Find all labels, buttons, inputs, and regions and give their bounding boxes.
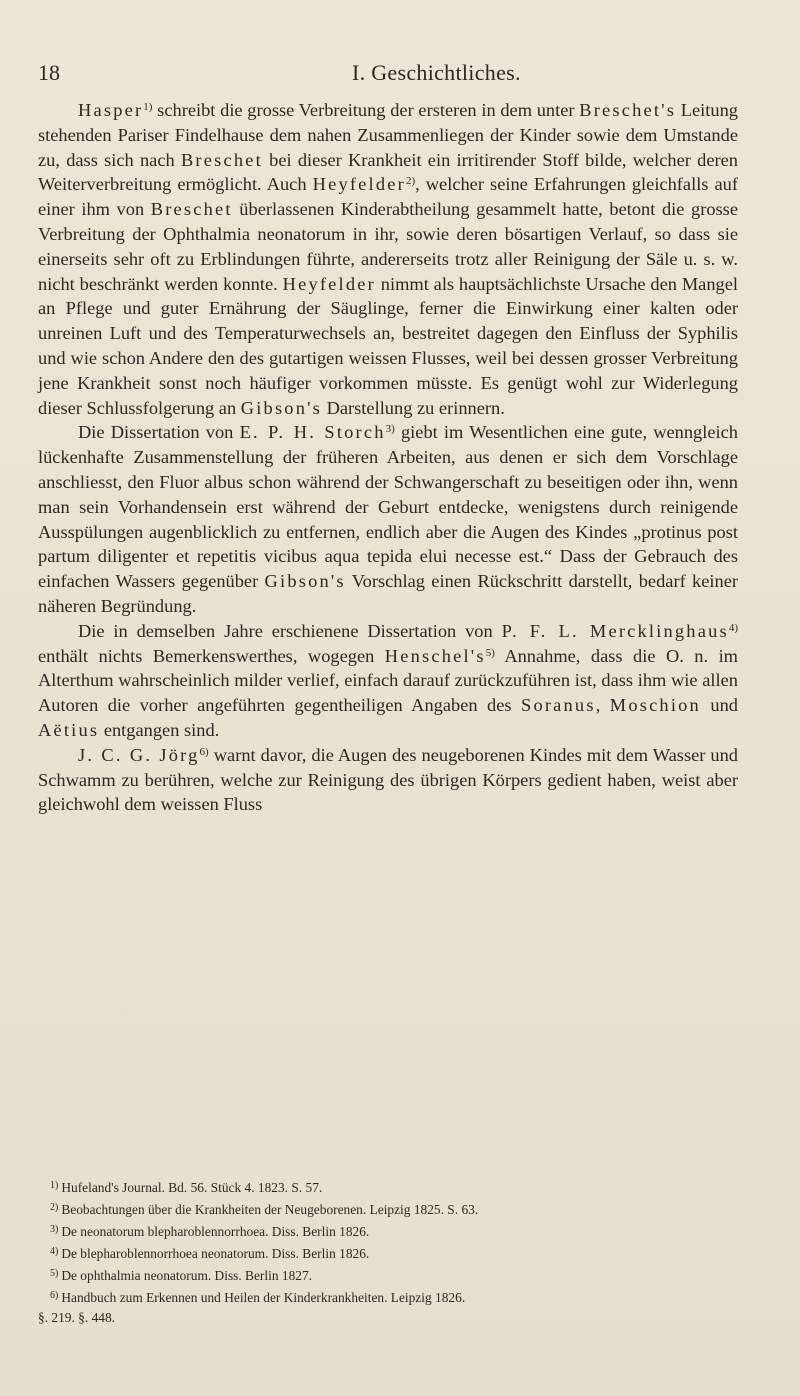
footnote (38, 1286, 738, 1308)
footnote-text: Handbuch zum Erkennen und Heilen der Kinderkrankheiten. Leipzig 1826. (61, 1290, 466, 1305)
footnote-text: De ophthalmia neonatorum. Diss. Berlin 1827. (61, 1268, 313, 1283)
author-name: Breschet (180, 149, 263, 170)
footnote-mark: 4) (50, 1246, 59, 1257)
footnote-mark: 6) (50, 1290, 59, 1301)
footnote-text: Hufeland's Journal. Bd. 56. Stück 4. 1823. S. 57. (61, 1180, 323, 1195)
paragraph-text: enthält nichts Bemerkenswerthes, wogegen (38, 645, 385, 666)
chapter-title: I. Geschichtliches. (352, 60, 521, 85)
running-head (38, 60, 736, 90)
body-text (38, 98, 738, 817)
footnote-mark: 3) (50, 1224, 59, 1235)
footnote-mark: 5) (50, 1268, 59, 1279)
paragraph-text: , welcher seine Erfahrungen gleichfalls auf einer ihm von (38, 174, 739, 220)
footnote-ref: 6) (199, 745, 209, 758)
footnote (38, 1242, 738, 1264)
author-name: J. C. G. Jörg (78, 744, 200, 765)
footnote-text: De neonatorum blepharoblennorrhoea. Diss. Berlin 1826. (61, 1224, 370, 1239)
author-name: Heyfelder (312, 174, 406, 195)
footnote (38, 1220, 738, 1242)
paragraph-text: überlassenen Kinderabtheilung gesammelt hatte, betont die grosse Verbreitung der Ophthalmia neonatorum in ihr, sowie deren bösartigen Verlauf, so dass sie einerseits sehr oft zu Erblindungen führte, andererseits trotz aller Reinigung der Säle u. s. w. nicht beschränkt werden konnte. (38, 199, 738, 294)
paragraph-text: Leitung stehenden Pariser Findelhause dem nahen Zusammenliegen der Kinder sowie dem Umstande zu, dass sich nach (38, 100, 738, 170)
paragraph-joerg (38, 743, 738, 817)
footnote (38, 1198, 738, 1220)
paragraph-text: bei dieser Krankheit ein irritirender Stoff bilde, welcher deren Weiterverbreitung ermöglicht. Auch (38, 149, 738, 195)
footnote-ref: 2) (405, 175, 416, 188)
paragraph-mercklinghaus (38, 619, 738, 743)
paragraph-storch (38, 420, 738, 618)
footnote-continuation: §. 219. §. 448. (38, 1310, 115, 1325)
paragraph-text: Vorschlag einen Rückschritt darstellt, bedarf keiner näheren Begründung. (38, 571, 738, 616)
author-name: Breschet's (579, 100, 677, 120)
paragraph-text: giebt im Wesentlichen eine gute, wenngleich lückenhafte Zusammenstellung der früheren Arbeiten, aus denen er sich dem Vorschlage anschliesst, den Fluor albus schon während der Schwangerschaft zu beseitigen oder ihn, wenn man sein Vorhandensein erst während der Geburt entdecke, wenigstens durch reinigende Ausspülungen augenblicklich zu entfernen, endlich aber die Augen des Kindes „protinus post partum diligenter et repetitis vicibus aqua tepida elui necesse est.“ Dass der Gebrauch des einfachen Wassers gegenüber (38, 422, 738, 592)
footnote-ref: 1) (143, 101, 153, 113)
author-name: Gibson's (264, 571, 346, 592)
author-name: P. F. L. Mercklinghaus (501, 620, 729, 641)
footnote-mark: 2) (50, 1202, 59, 1213)
footnote-text: De blepharoblennorrhoea neonatorum. Diss. Berlin 1826. (61, 1246, 370, 1261)
footnote (38, 1264, 738, 1286)
paragraph-text: Die Dissertation von (78, 422, 240, 443)
footnote-ref: 5) (485, 646, 495, 659)
paragraph-text: warnt davor, die Augen des neugeborenen Kindes mit dem Wasser und Schwamm zu berühren, welche zur Reinigung des übrigen Körpers gedient haben, weist aber gleichwohl dem weissen Fluss (38, 744, 739, 815)
paragraph-hasper (38, 98, 738, 420)
footnotes (38, 1176, 738, 1328)
paragraph-text: nimmt als hauptsächlichste Ursache den Mangel an Pflege und guter Ernährung der Säuglinge, ferner die Einwirkung einer kalten oder unreinen Luft und des Temperaturwechsels an, bestreitet dagegen den Einfluss der Syphilis und wie schon Andere den des gutartigen weissen Flusses, weil bei dessen grosser Verbreitung jene Krankheit sonst noch häufiger vorkommen müsste. Es genügt wohl zur Widerlegung dieser Schlussfolgerung an (38, 273, 738, 418)
paragraph-text: Die in demselben Jahre erschienene Dissertation von (78, 620, 502, 641)
footnote (38, 1176, 738, 1198)
author-name: Aëtius (38, 719, 100, 740)
author-name: E. P. H. Storch (239, 422, 386, 443)
author-name: Breschet (150, 199, 233, 220)
footnote-ref: 4) (728, 621, 738, 634)
author-name: Henschel's (384, 645, 486, 666)
paragraph-text: Annahme, dass die O. n. im Alterthum wahrscheinlich milder verlief, einfach darauf zurückzuführen ist, dass ihm wie allen Autoren die vorher angeführten gegentheiligen Angaben des (38, 645, 738, 716)
paragraph-text: schreibt die grosse Verbreitung der ersteren in dem unter (152, 100, 580, 120)
author-name: Moschion (609, 695, 701, 716)
footnote-ref: 3) (385, 423, 395, 436)
paragraph-text: entgangen sind. (99, 719, 220, 740)
footnote-text: Beobachtungen über die Krankheiten der Neugeborenen. Leipzig 1825. S. 63. (61, 1202, 479, 1217)
author-name: Hasper (78, 100, 144, 120)
author-name: Heyfelder (282, 273, 376, 294)
page-number: 18 (38, 60, 60, 85)
author-name: Soranus (521, 695, 596, 716)
footnote-mark: 1) (50, 1180, 59, 1191)
paragraph-text: und (700, 695, 738, 716)
author-name: Gibson's (240, 397, 322, 418)
paragraph-text: Darstellung zu erinnern. (321, 397, 505, 418)
paragraph-text: , (595, 695, 610, 716)
